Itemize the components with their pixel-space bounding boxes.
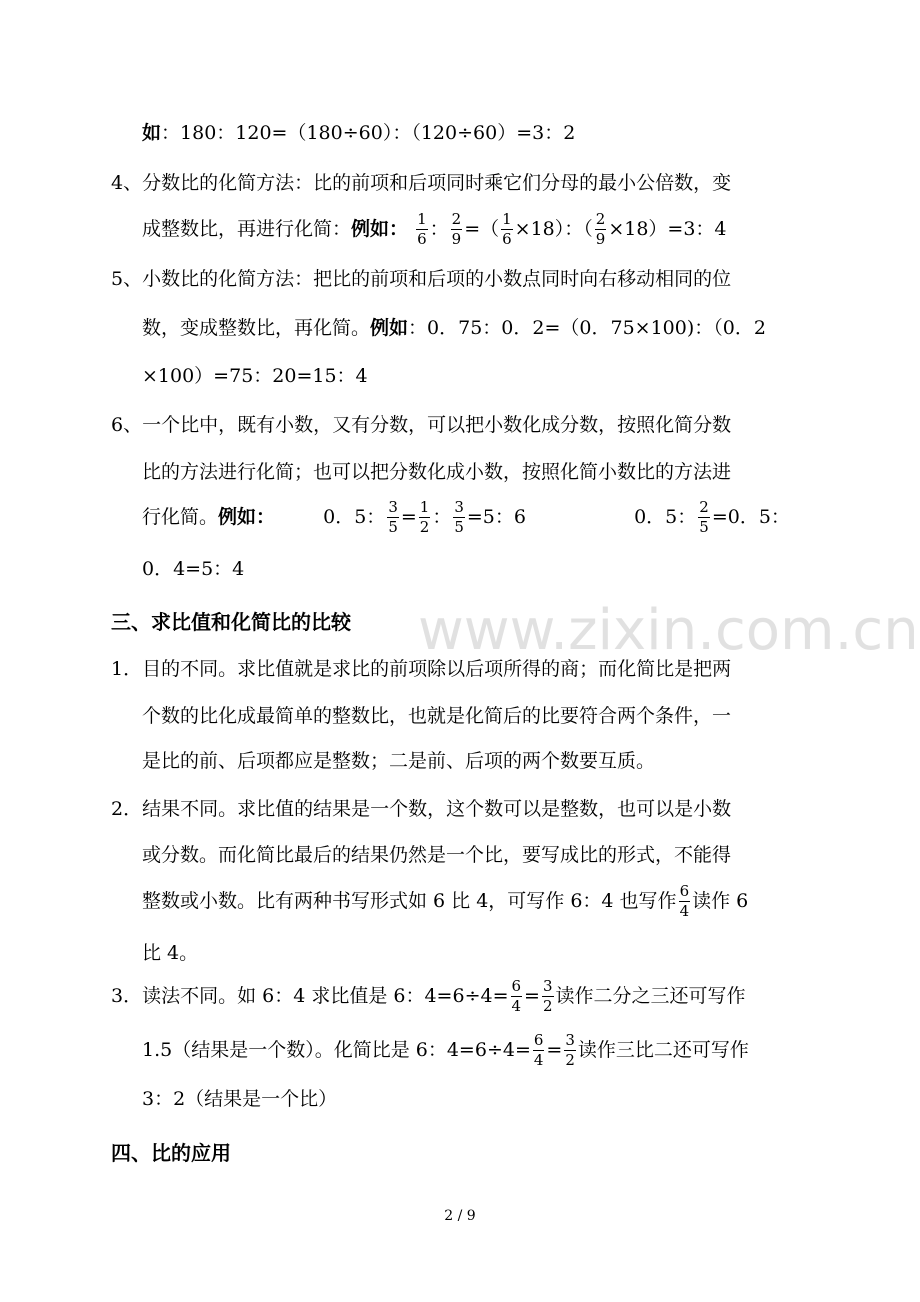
numerator: 2 bbox=[451, 211, 463, 230]
watermark: www.zixin.com.cn bbox=[418, 598, 919, 663]
denominator: 4 bbox=[511, 997, 522, 1016]
denominator: 9 bbox=[451, 230, 462, 249]
numerator: 6 bbox=[511, 978, 523, 997]
numerator: 6 bbox=[679, 883, 691, 902]
denominator: 2 bbox=[419, 518, 430, 537]
fraction bbox=[533, 1032, 545, 1070]
s3-p3-text: 读作三比二还可写作 bbox=[577, 1038, 749, 1061]
item4-line1: 4、分数比的化简方法：比的前项和后项同时乘它们分母的最小公倍数，变 bbox=[111, 172, 732, 194]
fraction bbox=[419, 499, 431, 537]
denominator: 9 bbox=[595, 230, 606, 249]
fraction bbox=[387, 499, 399, 537]
item6-text: 行化简。 bbox=[142, 505, 219, 528]
numerator: 2 bbox=[698, 499, 710, 518]
example-label: 例如： bbox=[218, 505, 276, 528]
item6-line4: 0．4=5：4 bbox=[142, 558, 245, 580]
s3-p1-line1: 1．目的不同。求比值就是求比的前项除以后项所得的商；而化简比是把两 bbox=[111, 658, 732, 680]
item5-line1: 5、小数比的化简方法：把比的前项和后项的小数点同时向右移动相同的位 bbox=[111, 268, 732, 290]
numerator: 3 bbox=[564, 1032, 576, 1051]
fraction bbox=[416, 211, 428, 249]
numerator: 1 bbox=[416, 211, 428, 230]
item5-line2 bbox=[142, 319, 766, 338]
denominator: 2 bbox=[565, 1051, 575, 1070]
numerator: 2 bbox=[595, 211, 607, 230]
s3-p1-line2: 个数的比化成最简单的整数比，也就是化简后的比要符合两个条件，一 bbox=[142, 705, 732, 727]
numerator: 3 bbox=[387, 499, 399, 518]
fraction bbox=[453, 499, 465, 537]
fraction bbox=[698, 499, 710, 537]
s3-p3-line3: 3：2（结果是一个比） bbox=[142, 1088, 338, 1110]
fraction bbox=[564, 1032, 576, 1070]
example-label: 例如： bbox=[351, 217, 409, 240]
s3-p2-text: 整数或小数。比有两种书写形式如 6 比 4，可写作 6：4 也写作 bbox=[142, 889, 677, 912]
math-text: = bbox=[546, 1038, 563, 1061]
fraction bbox=[542, 978, 554, 1016]
denominator: 2 bbox=[542, 997, 553, 1016]
denominator: 5 bbox=[454, 518, 464, 537]
s3-p2-line3 bbox=[142, 883, 748, 921]
item4-text: 成整数比，再进行化简： bbox=[142, 217, 352, 240]
numerator: 3 bbox=[453, 499, 465, 518]
item6-line1: 6、一个比中，既有小数，又有分数，可以把小数化成分数，按照化简分数 bbox=[111, 414, 732, 436]
fraction bbox=[511, 978, 523, 1016]
math-text: = bbox=[400, 505, 417, 528]
item5-text: 数，变成整数比，再化简。 bbox=[142, 317, 371, 339]
example-label: 例如 bbox=[370, 317, 409, 339]
denominator: 6 bbox=[417, 230, 427, 249]
example-label: 如 bbox=[142, 122, 162, 144]
denominator: 5 bbox=[388, 518, 398, 537]
math-text: 0．5： bbox=[323, 505, 386, 528]
section4-heading: 四、比的应用 bbox=[111, 1141, 231, 1165]
s3-p2-line1: 2．结果不同。求比值的结果是一个数，这个数可以是整数，也可以是小数 bbox=[111, 798, 732, 820]
example-text: ：180：120=（180÷60）：（120÷60）=3：2 bbox=[161, 122, 576, 144]
fraction bbox=[451, 211, 463, 249]
item5-line3: ×100）=75：20=15：4 bbox=[142, 365, 368, 387]
separator: ： bbox=[432, 505, 452, 528]
numerator: 1 bbox=[501, 211, 513, 230]
s3-p2-line2: 或分数。而化简比最后的结果仍然是一个比，要写成比的形式，不能得 bbox=[142, 844, 732, 866]
math-text: ×18）：（ bbox=[514, 217, 593, 240]
math-text: =5：6 bbox=[466, 505, 526, 528]
item6-line2: 比的方法进行化简；也可以把分数化成小数，按照化简小数比的方法进 bbox=[142, 461, 732, 483]
denominator: 6 bbox=[502, 230, 512, 249]
numerator: 3 bbox=[542, 978, 554, 997]
s3-p2-line4: 比 4。 bbox=[142, 942, 199, 964]
math-text: ×18）=3：4 bbox=[608, 217, 727, 240]
numerator: 1 bbox=[419, 499, 431, 518]
s3-p1-line3: 是比的前、后项都应是整数；二是前、后项的两个数要互质。 bbox=[142, 750, 656, 772]
s3-p3-text: 3．读法不同。如 6：4 求比值是 6：4=6÷4= bbox=[111, 984, 509, 1007]
numerator: 6 bbox=[533, 1032, 545, 1051]
denominator: 5 bbox=[699, 518, 709, 537]
denominator: 4 bbox=[533, 1051, 544, 1070]
example-line-180-120 bbox=[142, 124, 575, 143]
s3-p3-line1 bbox=[111, 978, 746, 1016]
denominator: 4 bbox=[679, 902, 690, 921]
math-text: ：0．75：0．2=（0．75×100)：（0．2 bbox=[408, 317, 766, 339]
s3-p3-text: 1.5（结果是一个数）。化简比是 6：4=6÷4= bbox=[142, 1038, 531, 1061]
math-text: =（ bbox=[464, 217, 500, 240]
s3-p3-text: 读作二分之三还可写作 bbox=[555, 984, 746, 1007]
s3-p3-line2 bbox=[142, 1032, 749, 1070]
fraction bbox=[679, 883, 691, 921]
page-number: 2 / 9 bbox=[444, 1208, 476, 1224]
item6-line3 bbox=[142, 499, 790, 537]
item4-line2 bbox=[142, 211, 727, 249]
section3-heading: 三、求比值和化简比的比较 bbox=[111, 610, 351, 634]
math-text: 0．5： bbox=[634, 505, 697, 528]
s3-p2-text: 读作 6 bbox=[692, 889, 749, 912]
fraction bbox=[595, 211, 607, 249]
fraction bbox=[501, 211, 513, 249]
separator: ： bbox=[429, 217, 449, 240]
math-text: = bbox=[524, 984, 540, 1007]
math-text: =0．5： bbox=[711, 505, 790, 528]
